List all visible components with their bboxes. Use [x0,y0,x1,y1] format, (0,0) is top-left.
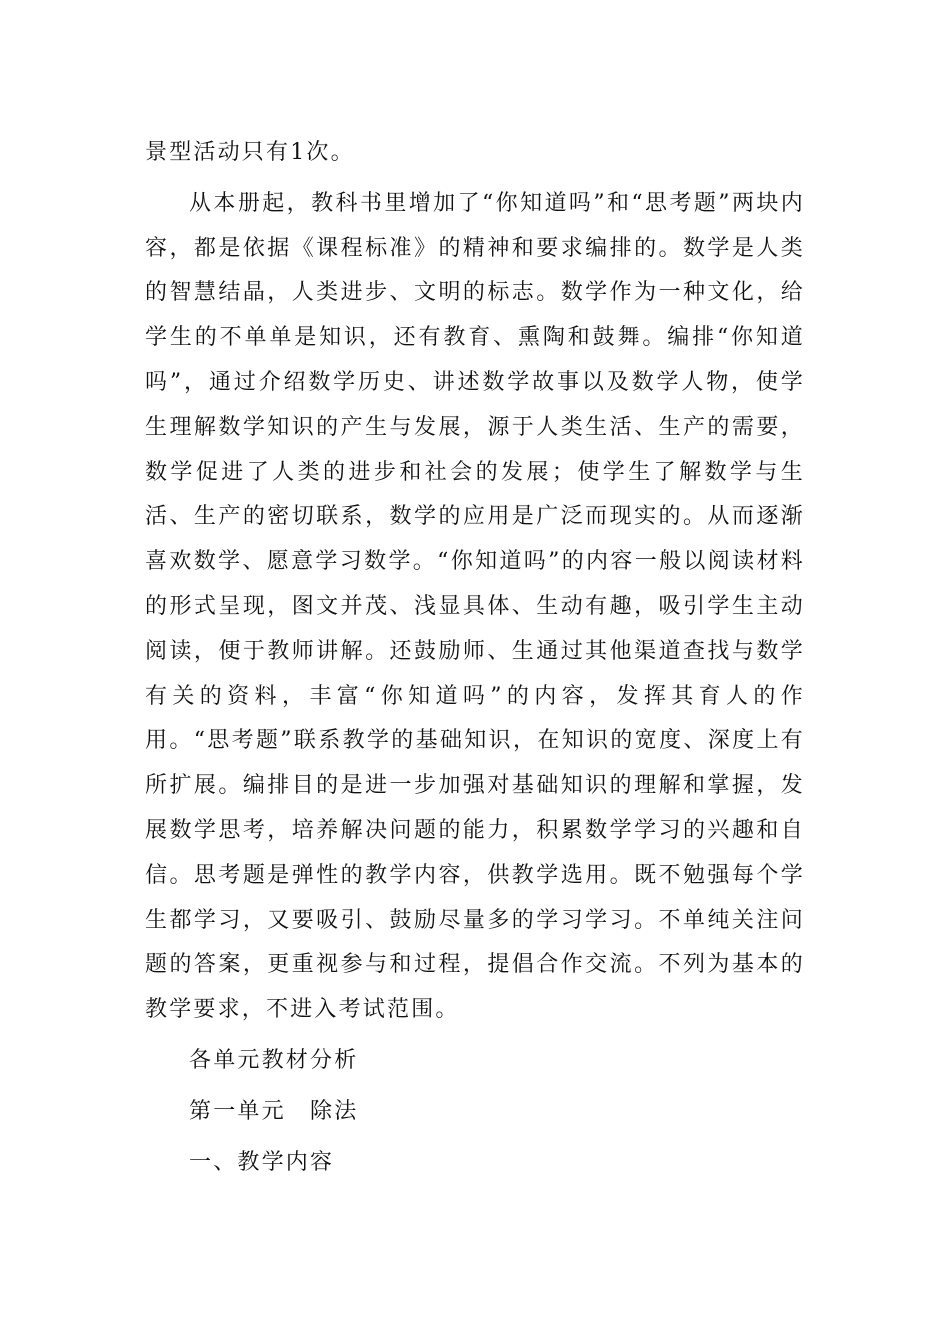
section-heading-unit-analysis: 各单元教材分析 [189,1047,359,1073]
unit-heading-division: 第一单元 除法 [189,1098,359,1124]
document-body [145,131,805,1185]
paragraph-continuation: 景型活动只有1次。 [145,140,355,165]
subheading-teaching-content: 一、教学内容 [189,1149,335,1175]
paragraph-main: 从本册起，教科书里增加了“你知道吗”和“思考题”两块内容，都是依据《课程标准》的精神和要求编排的。数学是人类的智慧结晶，人类进步、文明的标志。数学作为一种文化，给学生的不单单是知识，还有教育、熏陶和鼓舞。编排“你知道吗”，通过介绍数学历史、讲述数学故事以及数学人物，使学生理解数学知识的产生与发展，源于人类生活、生产的需要，数学促进了人类的进步和社会的发展；使学生了解数学与生活、生产的密切联系，数学的应用是广泛而现实的。从而逐渐喜欢数学、愿意学习数学。“你知道吗”的内容一般以阅读材料的形式呈现，图文并茂、浅显具体、生动有趣，吸引学生主动阅读，便于教师讲解。还鼓励师、生通过其他渠道查找与数学有关的资料，丰富“你知道吗”的内容，发挥其育人的作用。“思考题”联系教学的基础知识，在知识的宽度、深度上有所扩展。编排目的是进一步加强对基础知识的理解和掌握，发展数学思考，培养解决问题的能力，积累数学学习的兴趣和自信。思考题是弹性的教学内容，供教学选用。既不勉强每个学生都学习，又要吸引、鼓励尽量多的学习学习。不单纯关注问题的答案，更重视参与和过程，提倡合作交流。不列为基本的教学要求，不进入考试范围。 [145,190,805,1023]
